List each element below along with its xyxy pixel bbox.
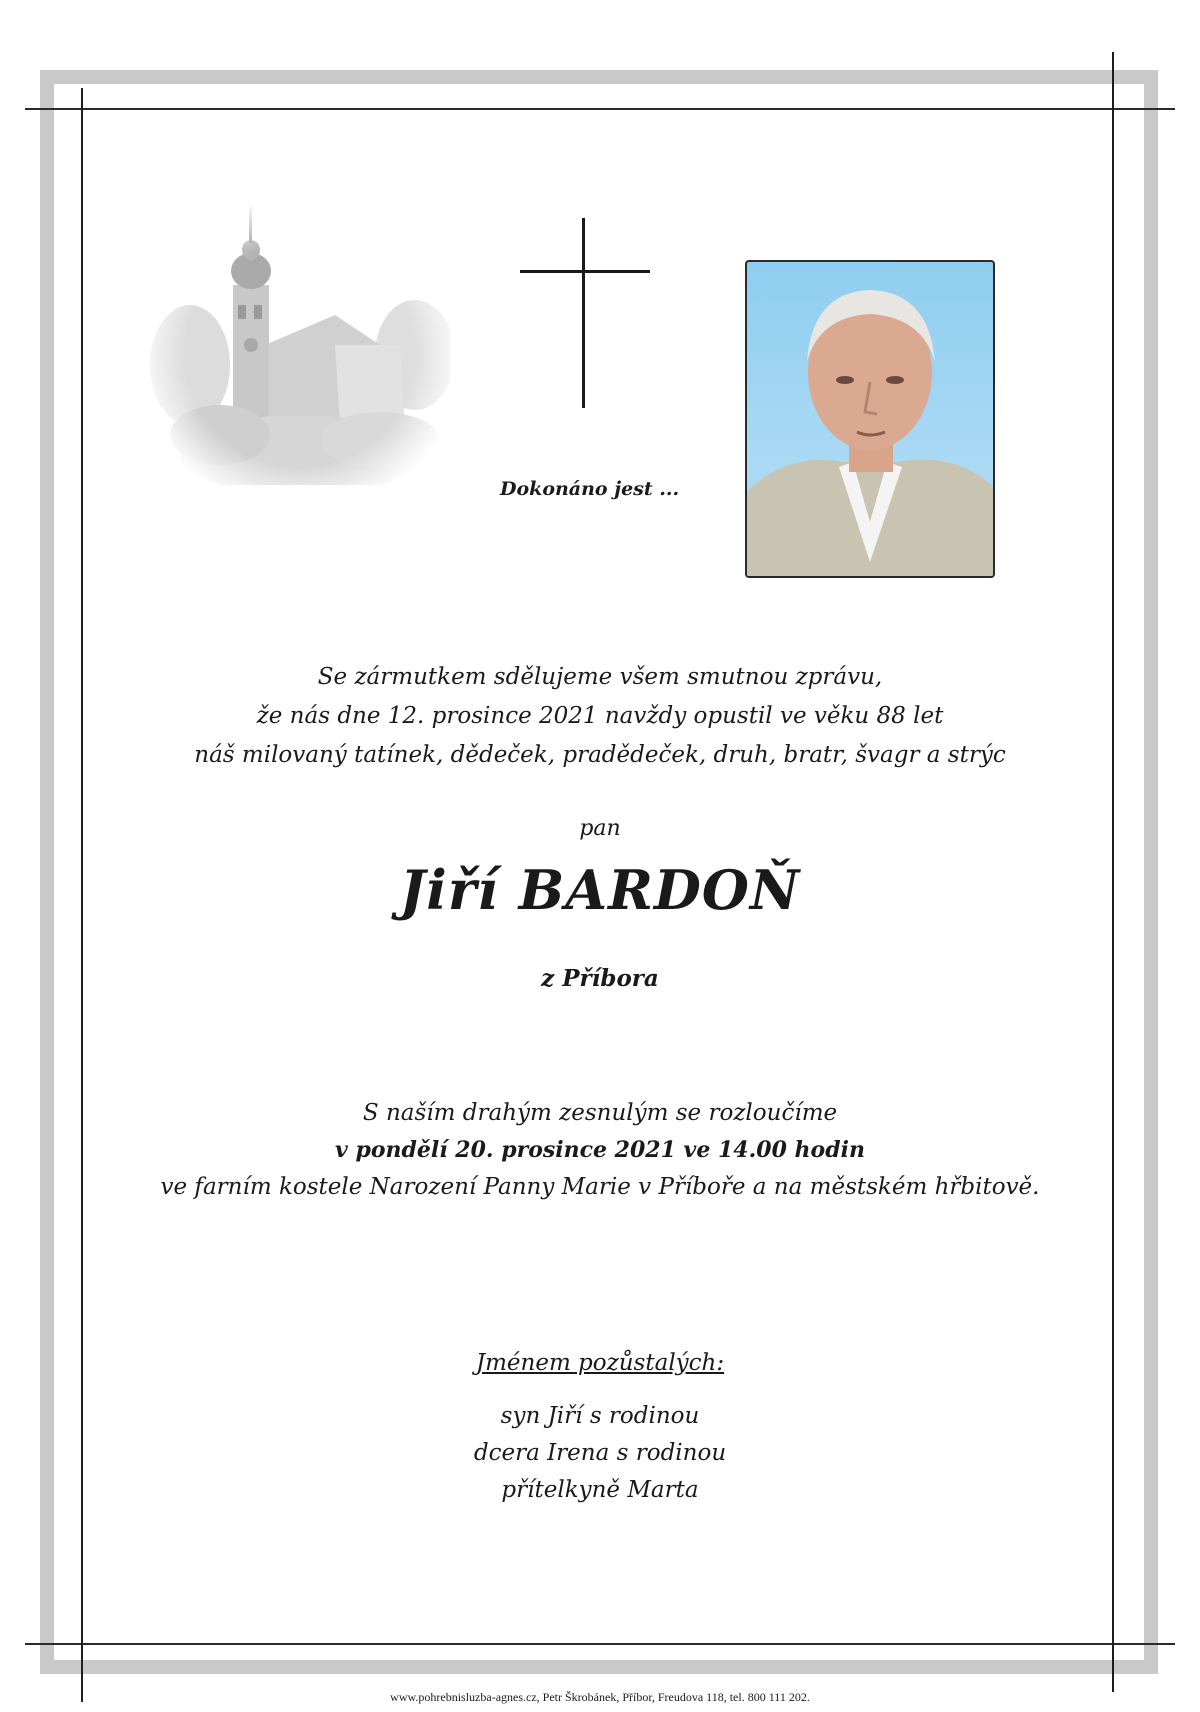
deceased-name: Jiří BARDOŇ xyxy=(399,858,801,922)
portrait-photo xyxy=(745,260,995,578)
announcement-line: náš milovaný tatínek, dědeček, pradědeček, druh, bratr, švagr a strýc xyxy=(194,742,1006,768)
farewell-line: S naším drahým zesnulým se rozloučíme xyxy=(362,1100,838,1126)
announcement xyxy=(0,658,1200,775)
frame-gray-bottom xyxy=(40,1660,1158,1674)
survivor-item: přítelkyně Marta xyxy=(501,1477,699,1503)
frame-line-top xyxy=(25,108,1175,110)
survivors-title: Jménem pozůstalých: xyxy=(475,1350,725,1376)
announcement-line: Se zármutkem sdělujeme všem smutnou zprávu, xyxy=(317,664,883,690)
frame-gray-top xyxy=(40,70,1158,84)
announcement-line: že nás dne 12. prosince 2021 navždy opustil ve věku 88 let xyxy=(256,703,944,729)
cross-icon xyxy=(520,218,650,408)
footer-contact: www.pohrebnisluzba-agnes.cz, Petr Škrobánek, Příbor, Freudova 118, tel. 800 111 202. xyxy=(390,1690,810,1704)
farewell-date: v pondělí 20. prosince 2021 ve 14.00 hodin xyxy=(335,1137,865,1163)
survivor-item: dcera Irena s rodinou xyxy=(473,1440,727,1466)
deceased-title: pan xyxy=(579,816,621,841)
survivor-item: syn Jiří s rodinou xyxy=(500,1403,700,1429)
survivors-list xyxy=(0,1398,1200,1509)
motto: Dokonáno jest ... xyxy=(500,478,680,500)
frame-line-bottom xyxy=(25,1643,1175,1645)
church-vignette xyxy=(150,195,450,485)
portrait-illustration xyxy=(747,262,993,576)
deceased-origin: z Příbora xyxy=(541,965,659,992)
farewell-place: ve farním kostele Narození Panny Marie v Příboře a na městském hřbitově. xyxy=(160,1174,1040,1200)
farewell-info xyxy=(0,1095,1200,1206)
